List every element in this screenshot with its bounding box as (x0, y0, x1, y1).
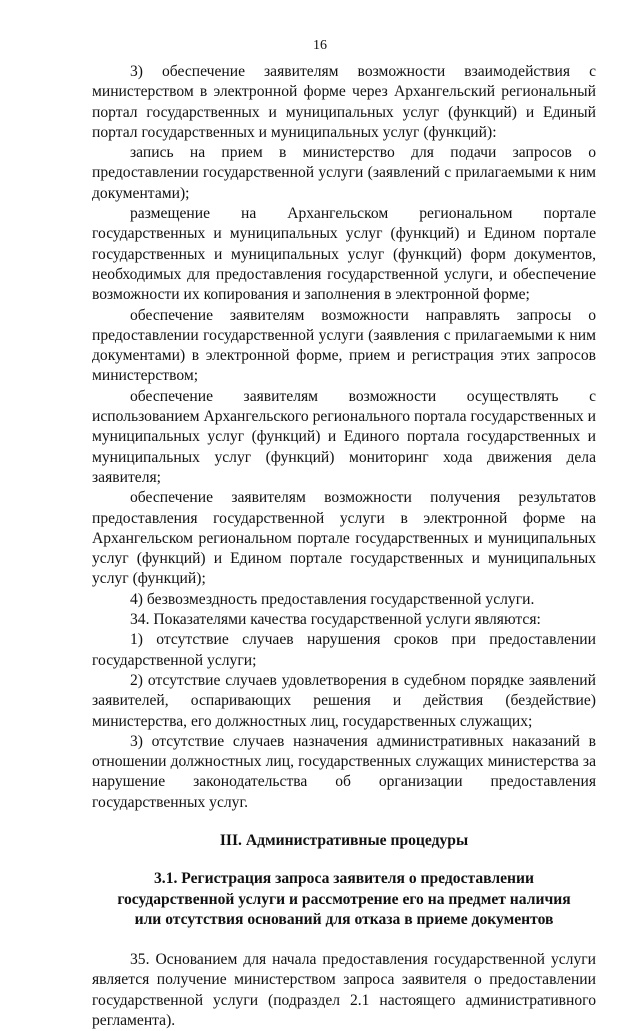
subsection-heading-line: или отсутствия оснований для отказа в приеме документов (134, 910, 554, 928)
paragraph: 2) отсутствие случаев удовлетворения в судебном порядке заявлений заявителей, оспаривающих решения и действия (бездействие) министерства, его должностных лиц, государственных служащих; (92, 671, 596, 730)
page-number: 16 (313, 38, 327, 53)
paragraph: 3) отсутствие случаев назначения административных наказаний в отношении должностных лиц, государственных служащих министерства за нарушение законодательства об организации предоставления государственных услуг. (92, 732, 596, 811)
document-body (92, 62, 596, 1031)
paragraph: 4) безвозмездность предоставления государственной услуги. (130, 590, 535, 608)
subsection-heading-line: государственной услуги и рассмотрение его на предмет наличия (117, 890, 571, 908)
paragraph: размещение на Архангельском региональном портале государственных и муниципальных услуг (функций) и Едином портале государственных и муниципальных услуг (функций) форм документов, необходимых для предоставления государственной услуги, и обеспечение возможности их копирования и заполнения в электронной форме; (92, 205, 596, 304)
paragraph: обеспечение заявителям возможности направлять запросы о предоставлении государственной услуги (заявления с прилагаемыми к ним документами) в электронной форме, прием и регистрация этих запросов министерством; (92, 306, 596, 385)
paragraph: 35. Основанием для начала предоставления государственной услуги является получение министерством запроса заявителя о предоставлении государственной услуги (подраздел 2.1 настоящего административного регламента). (92, 951, 596, 1030)
subsection-heading (92, 869, 596, 930)
paragraph: обеспечение заявителям возможности осуществлять с использованием Архангельского регионального портала государственных и муниципальных услуг (функций) и Единого портала государственных и муниципальных услуг (функций) мониторинг хода движения дела заявителя; (92, 387, 596, 486)
section-heading: III. Административные процедуры (219, 831, 469, 849)
paragraph: 34. Показателями качества государственной услуги являются: (130, 611, 541, 629)
paragraph: 1) отсутствие случаев нарушения сроков при предоставлении государственной услуги; (92, 631, 596, 669)
paragraph: 3) обеспечение заявителям возможности взаимодействия с министерством в электронной форме через Архангельский региональный портал государственных и муниципальных услуг (функций) и Единый портал государственных и муниципальных услуг (функций): (92, 63, 596, 141)
paragraph: запись на прием в министерство для подачи запросов о предоставлении государственной услуги (заявлений с прилагаемыми к ним документами); (92, 144, 596, 202)
subsection-heading-line: 3.1. Регистрация запроса заявителя о предоставлении (154, 870, 534, 888)
paragraph: обеспечение заявителям возможности получения результатов предоставления государственной услуги в электронной форме на Архангельском региональном портале государственных и муниципальных услуг (функций) и Едином портале государственных и муниципальных услуг (функций); (92, 489, 596, 588)
